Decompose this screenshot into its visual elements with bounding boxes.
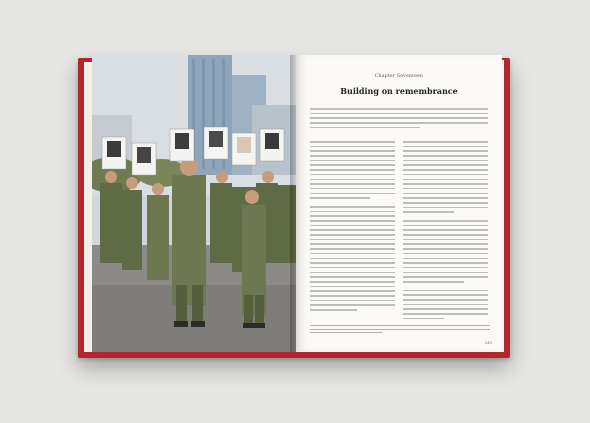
march-photograph [92,55,296,352]
chapter-label: Chapter Seventeen [374,74,424,79]
chapter-page [296,55,502,351]
page-number: 249 [484,340,492,345]
photo-illustration [92,55,296,352]
text-column-left [310,141,395,321]
text-column-right [403,141,488,321]
chapter-intro-paragraph [310,108,488,134]
chapter-title: Building on remembrance [340,86,458,96]
photo-caption [310,325,490,335]
